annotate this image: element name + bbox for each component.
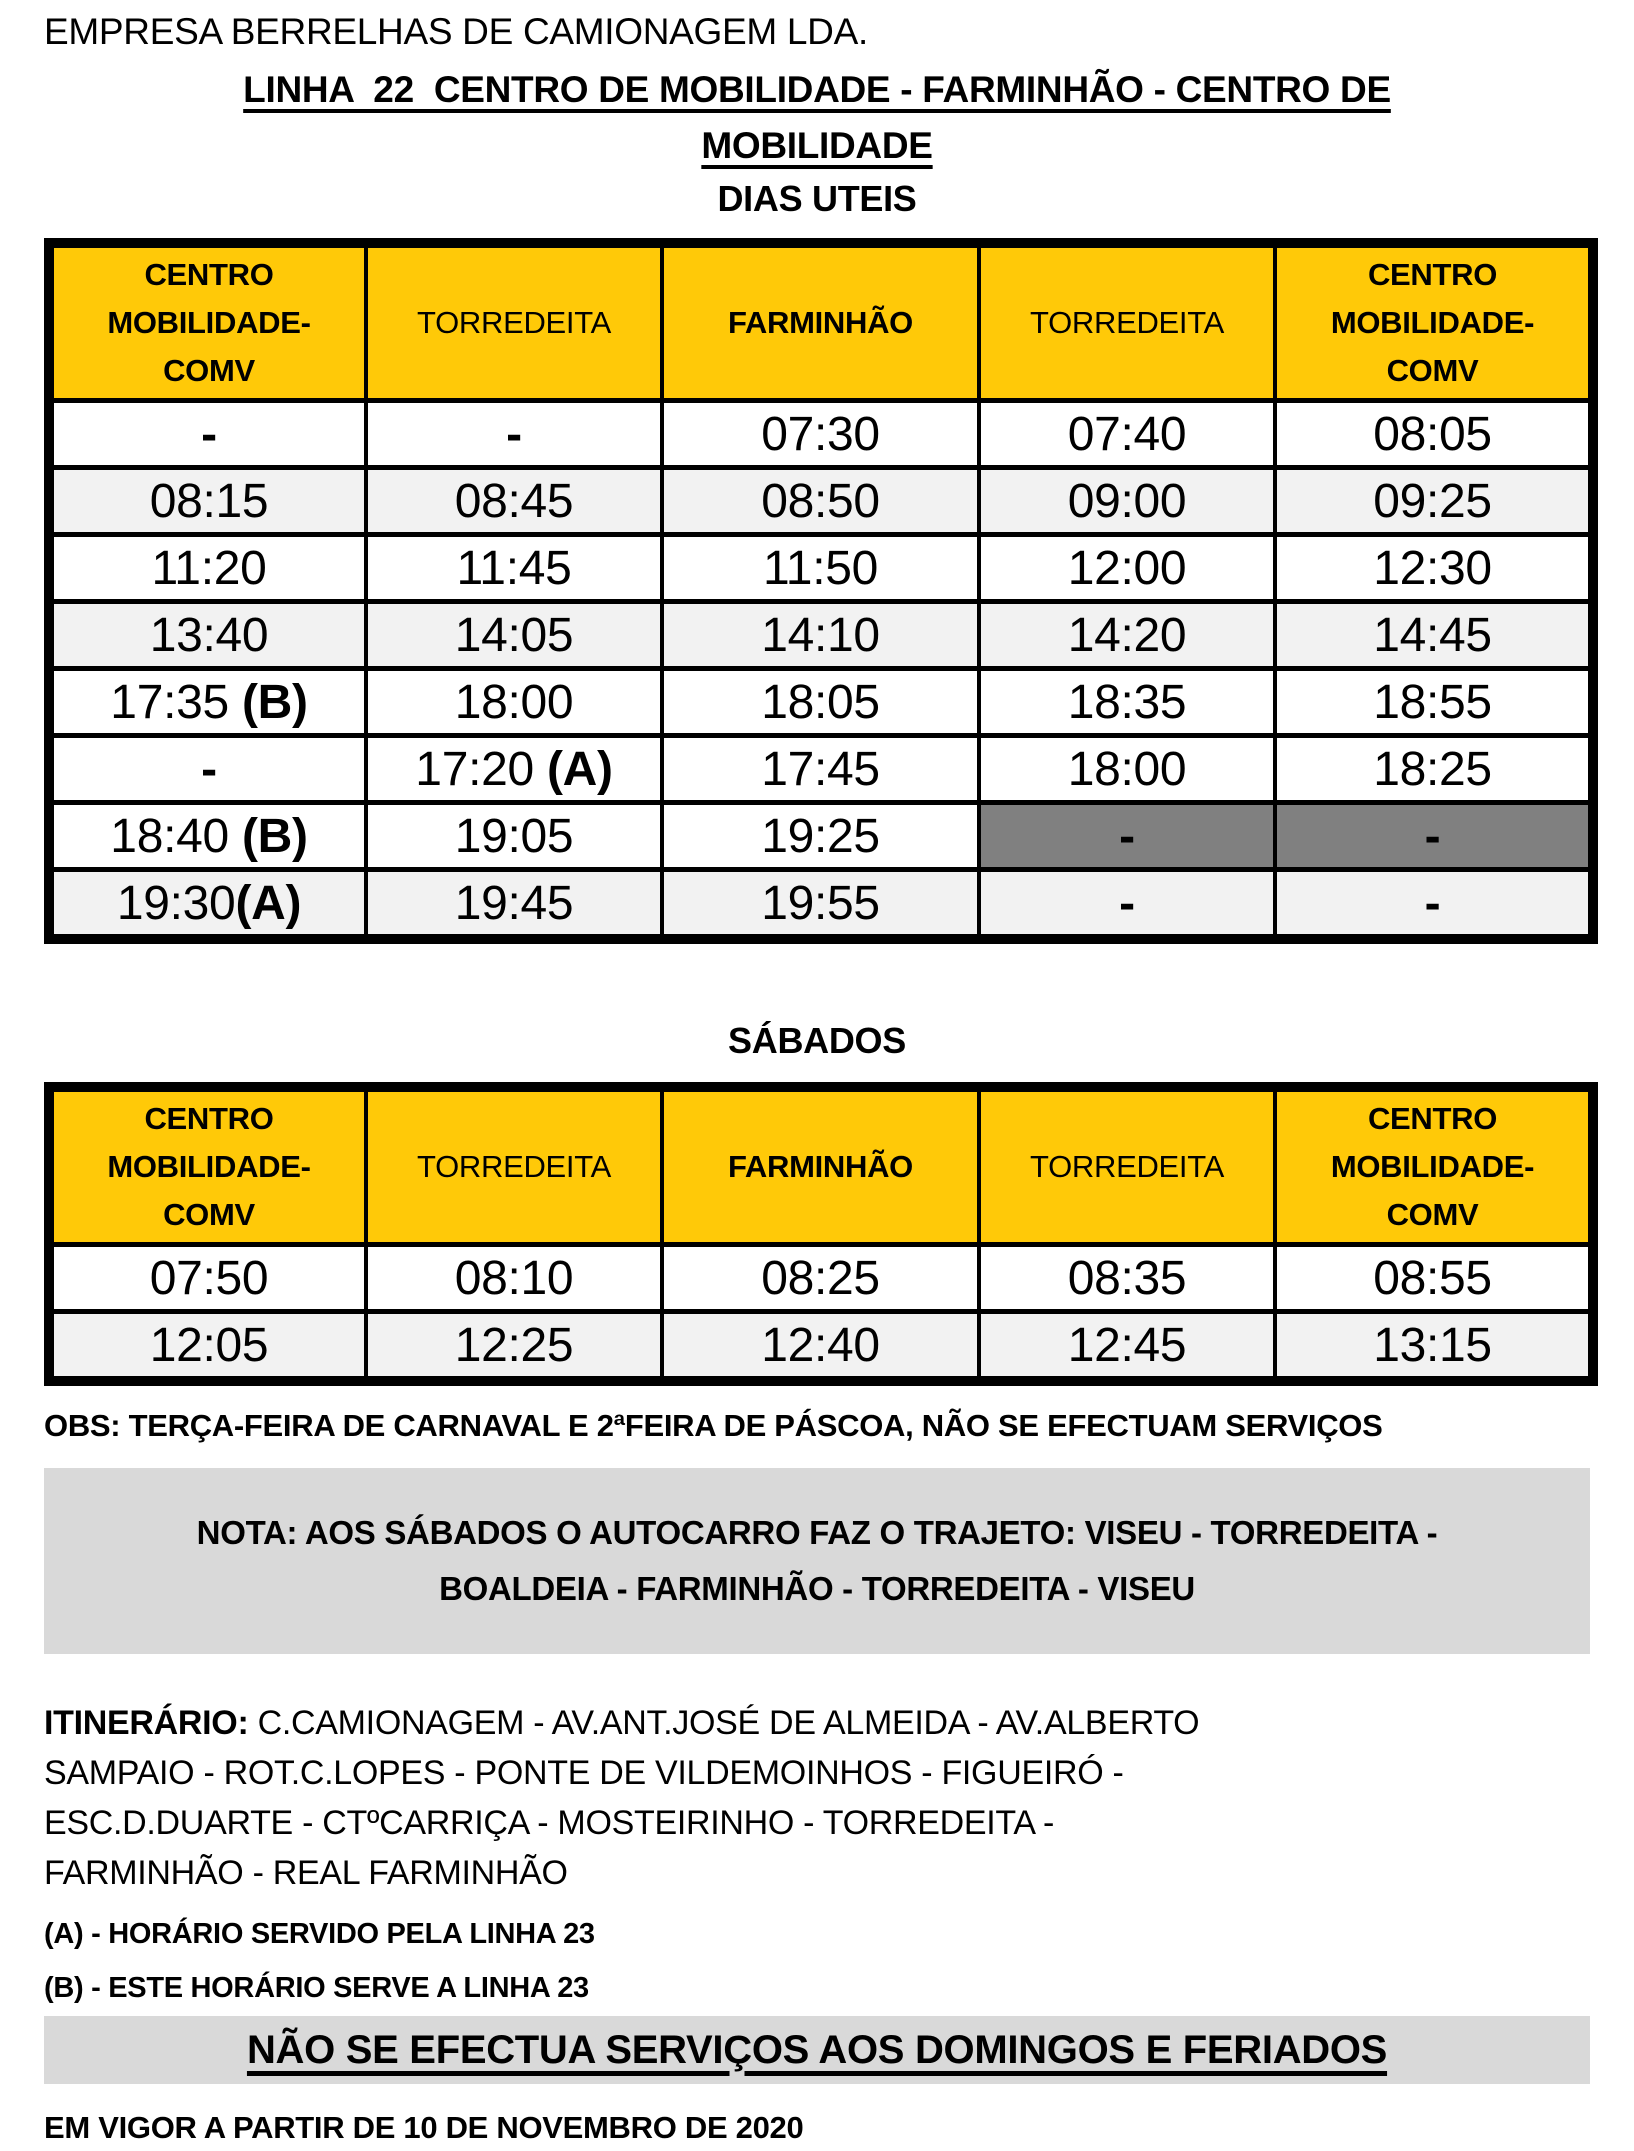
saturday-table-header — [49, 1087, 1593, 1245]
time-cell: 07:50 — [49, 1245, 366, 1312]
weekdays-section-title: DIAS UTEIS — [717, 178, 917, 219]
no-service-banner-text: NÃO SE EFECTUA SERVIÇOS AOS DOMINGOS E FERIADOS — [246, 2027, 1388, 2072]
column-header: TORREDEITA — [366, 243, 662, 401]
time-cell: 11:50 — [662, 535, 979, 602]
itinerary-label: ITINERÁRIO: — [44, 1704, 249, 1742]
table-row — [49, 535, 1593, 602]
table-row — [49, 1245, 1593, 1312]
column-header: FARMINHÃO — [662, 1087, 979, 1245]
time-cell: 17:20 (A) — [366, 736, 662, 803]
empty-time-cell: - — [979, 870, 1275, 940]
saturday-timetable — [44, 1082, 1598, 1386]
time-cell: 08:15 — [49, 468, 366, 535]
time-cell: 13:15 — [1275, 1312, 1593, 1382]
column-header: CENTRO MOBILIDADE- COMV — [49, 1087, 366, 1245]
table-row — [49, 803, 1593, 870]
header-row — [49, 243, 1593, 401]
time-cell: 19:55 — [662, 870, 979, 940]
time-cell: 18:35 — [979, 669, 1275, 736]
time-cell: 19:25 — [662, 803, 979, 870]
effective-date: EM VIGOR A PARTIR DE 10 DE NOVEMBRO DE 2020 — [44, 2110, 804, 2145]
time-cell: 08:05 — [1275, 401, 1593, 468]
no-service-banner — [44, 2016, 1590, 2084]
time-cell: 12:30 — [1275, 535, 1593, 602]
table-row — [49, 870, 1593, 940]
time-cell: 18:00 — [366, 669, 662, 736]
table-row — [49, 401, 1593, 468]
note-b: (B) - ESTE HORÁRIO SERVE A LINHA 23 — [44, 1972, 589, 2004]
time-cell: 08:50 — [662, 468, 979, 535]
time-cell: 12:05 — [49, 1312, 366, 1382]
time-cell: 14:45 — [1275, 602, 1593, 669]
header-row — [49, 1087, 1593, 1245]
saturday-route-note-line2: BOALDEIA - FARMINHÃO - TORREDEITA - VISEU — [439, 1570, 1195, 1607]
time-cell: 14:20 — [979, 602, 1275, 669]
note-a: (A) - HORÁRIO SERVIDO PELA LINHA 23 — [44, 1918, 595, 1950]
table-row — [49, 1312, 1593, 1382]
time-cell: 13:40 — [49, 602, 366, 669]
itinerary — [44, 1698, 1590, 1898]
saturdays-section-title: SÁBADOS — [728, 1020, 906, 1061]
time-cell: 18:55 — [1275, 669, 1593, 736]
time-cell: 19:30(A) — [49, 870, 366, 940]
empty-time-cell: - — [49, 736, 366, 803]
time-cell: 17:45 — [662, 736, 979, 803]
weekday-timetable — [44, 238, 1598, 944]
time-cell: 12:45 — [979, 1312, 1275, 1382]
empty-time-cell: - — [366, 401, 662, 468]
time-cell: 18:25 — [1275, 736, 1593, 803]
time-cell: 12:40 — [662, 1312, 979, 1382]
line-title-line2-text: MOBILIDADE — [701, 125, 933, 166]
time-cell: 11:20 — [49, 535, 366, 602]
company-title: EMPRESA BERRELHAS DE CAMIONAGEM LDA. — [44, 11, 868, 52]
table-row — [49, 468, 1593, 535]
column-header: CENTRO MOBILIDADE- COMV — [49, 243, 366, 401]
line-title-line1-text: LINHA 22 CENTRO DE MOBILIDADE - FARMINHÃO - CENTRO DE — [243, 69, 1391, 110]
time-cell: 19:45 — [366, 870, 662, 940]
time-cell: 07:30 — [662, 401, 979, 468]
line-title-line2 — [44, 118, 1590, 174]
table-row — [49, 736, 1593, 803]
time-cell: 08:25 — [662, 1245, 979, 1312]
time-cell: 14:10 — [662, 602, 979, 669]
time-cell: 07:40 — [979, 401, 1275, 468]
time-cell: 08:10 — [366, 1245, 662, 1312]
empty-time-cell: - — [1275, 803, 1593, 870]
time-cell: 12:25 — [366, 1312, 662, 1382]
line-title-line1 — [44, 62, 1590, 118]
column-header: CENTRO MOBILIDADE- COMV — [1275, 243, 1593, 401]
time-cell: 14:05 — [366, 602, 662, 669]
empty-time-cell: - — [49, 401, 366, 468]
weekday-table-header — [49, 243, 1593, 401]
saturday-table-body — [49, 1245, 1593, 1382]
table-row — [49, 602, 1593, 669]
saturday-route-note-box — [44, 1468, 1590, 1654]
time-cell: 08:35 — [979, 1245, 1275, 1312]
table-row — [49, 669, 1593, 736]
time-cell: 12:00 — [979, 535, 1275, 602]
time-cell: 11:45 — [366, 535, 662, 602]
column-header: TORREDEITA — [979, 243, 1275, 401]
column-header: TORREDEITA — [979, 1087, 1275, 1245]
time-cell: 19:05 — [366, 803, 662, 870]
time-cell: 09:00 — [979, 468, 1275, 535]
obs-note: OBS: TERÇA-FEIRA DE CARNAVAL E 2ªFEIRA DE PÁSCOA, NÃO SE EFECTUAM SERVIÇOS — [44, 1408, 1383, 1443]
time-cell: 08:55 — [1275, 1245, 1593, 1312]
weekday-table-body — [49, 401, 1593, 940]
time-cell: 09:25 — [1275, 468, 1593, 535]
time-cell: 08:45 — [366, 468, 662, 535]
itinerary-text: C.CAMIONAGEM - AV.ANT.JOSÉ DE ALMEIDA - AV.ALBERTO SAMPAIO - ROT.C.LOPES - PONTE DE VILDEMOINHOS - FIGUEIRÓ - ESC.D.DUARTE - CTºCARRIÇA - MOSTEIRINHO - TORREDEITA - FARMINHÃO - REAL FARMINHÃO — [44, 1704, 1200, 1892]
empty-time-cell: - — [1275, 870, 1593, 940]
column-header: FARMINHÃO — [662, 243, 979, 401]
saturday-route-note-line1: NOTA: AOS SÁBADOS O AUTOCARRO FAZ O TRAJETO: VISEU - TORREDEITA - — [196, 1514, 1438, 1551]
empty-time-cell: - — [979, 803, 1275, 870]
time-cell: 17:35 (B) — [49, 669, 366, 736]
column-header: CENTRO MOBILIDADE- COMV — [1275, 1087, 1593, 1245]
time-cell: 18:05 — [662, 669, 979, 736]
time-cell: 18:00 — [979, 736, 1275, 803]
time-cell: 18:40 (B) — [49, 803, 366, 870]
column-header: TORREDEITA — [366, 1087, 662, 1245]
